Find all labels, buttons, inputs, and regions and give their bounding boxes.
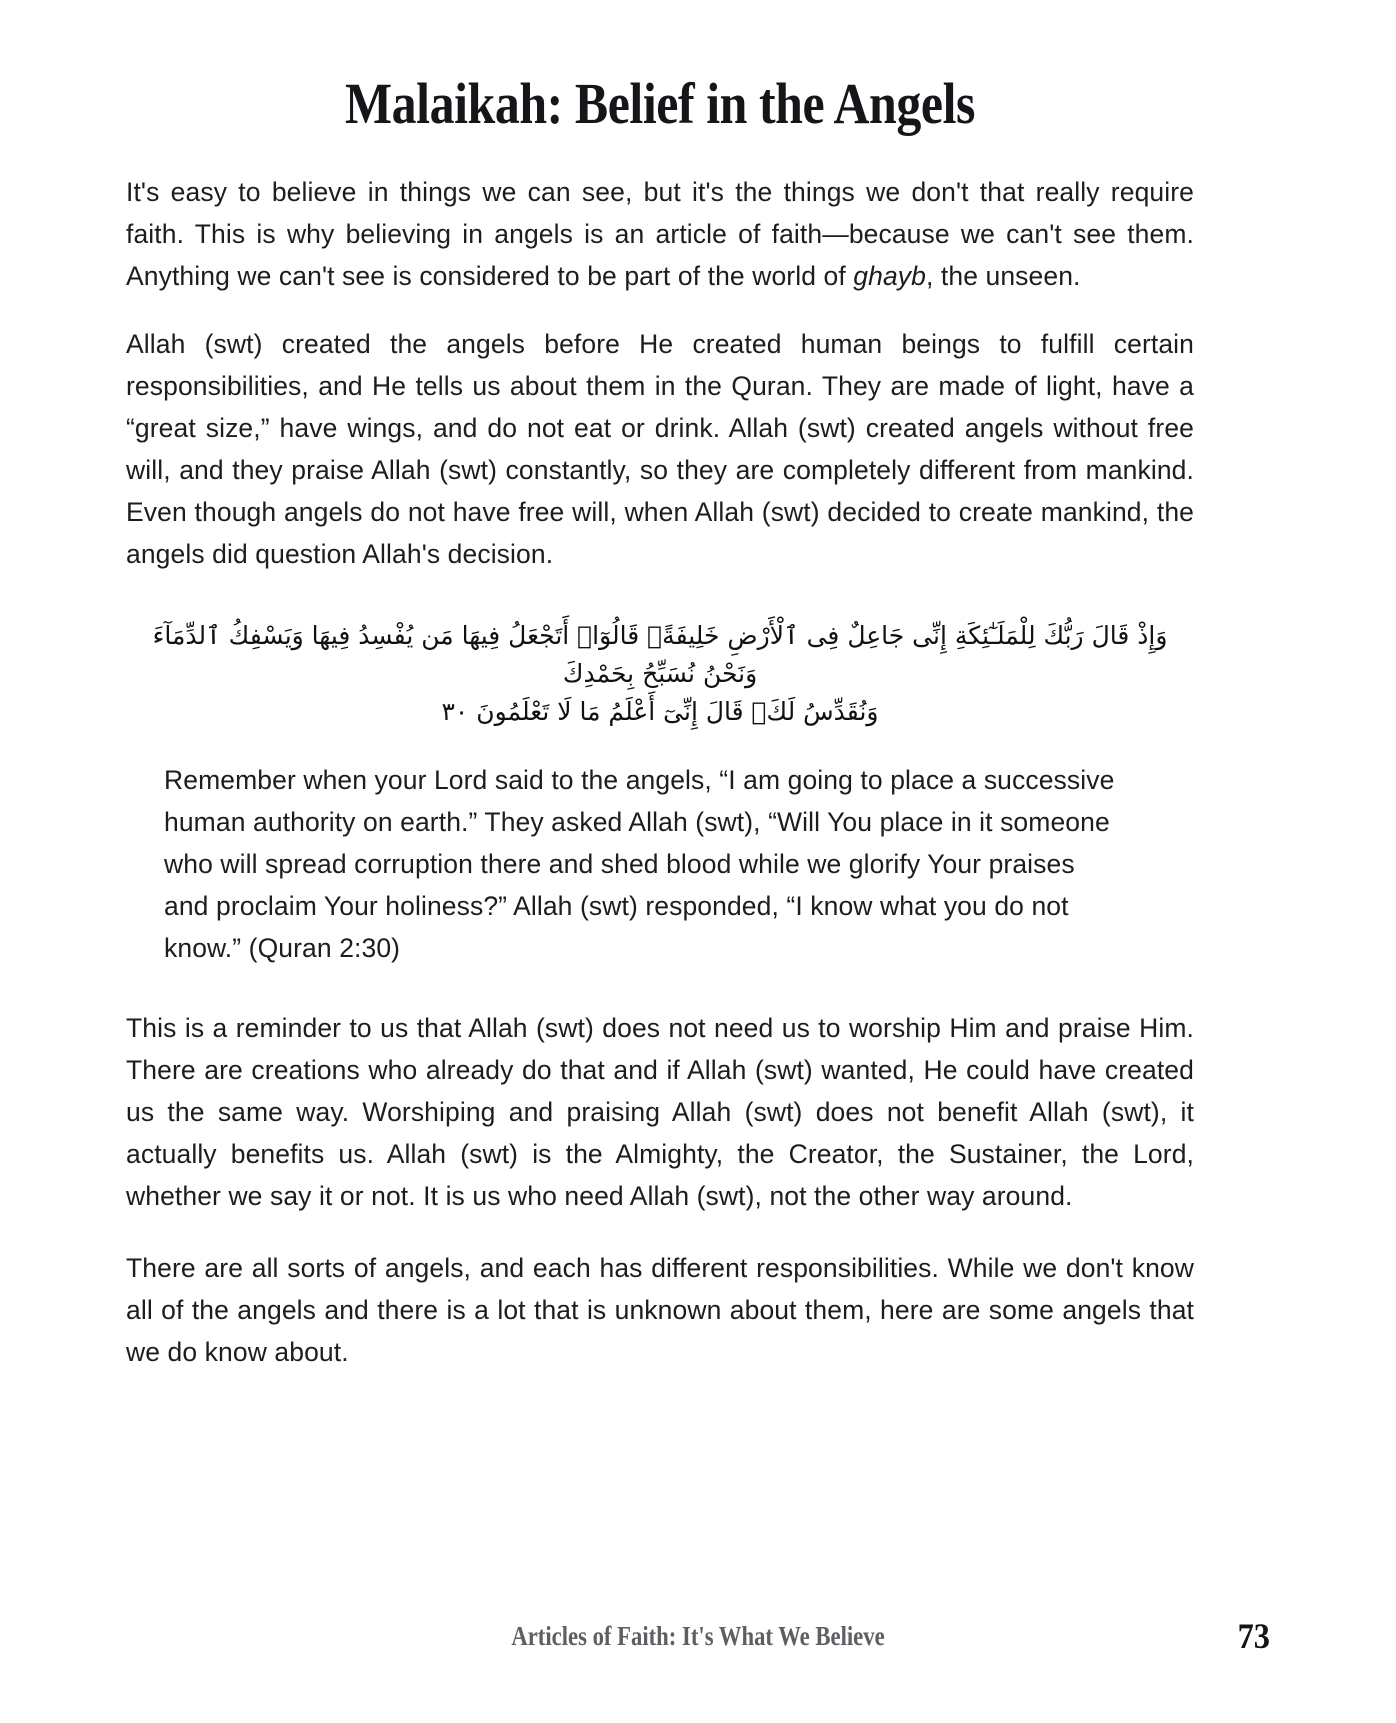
paragraph-sorts-of-angels: There are all sorts of angels, and each has different responsibilities. While we don't know all of the angels and there is a lot that is unknown about them, here are some angels that we do know about. — [126, 1253, 1194, 1367]
page-footer — [126, 1615, 1270, 1661]
paragraph-intro — [126, 171, 1194, 297]
footer-book-title: Articles of Faith: It's What We Believe — [511, 1621, 885, 1651]
footer-page-number: 73 — [1237, 1616, 1270, 1656]
page-title: Malaikah: Belief in the Angels — [344, 71, 976, 136]
italic-term-ghayb: ghayb — [853, 261, 926, 291]
arabic-verse-line-2: وَنُقَدِّسُ لَكَۖ قَالَ إِنِّىٓ أَعْلَمُ مَا لَا تَعْلَمُونَ ٣٠ — [441, 697, 879, 726]
paragraph-angels-creation: Allah (swt) created the angels before He created human beings to fulfill certain responsibilities, and He tells us about them in the Quran. They are made of light, have a “great size,” have wings, and do not eat or drink. Allah (swt) created angels without free will, and they praise Allah (swt) constantly, so they are completely different from mankind. Even though angels do not have free will, when Allah (swt) decided to create mankind, the angels did question Allah's decision. — [126, 329, 1194, 569]
quran-translation-blockquote — [126, 759, 1194, 969]
paragraph-intro-text-after-italic: , the unseen. — [925, 261, 1081, 291]
paragraph-reminder: This is a reminder to us that Allah (swt) does not need us to worship Him and praise Him. There are creations who already do that and if Allah (swt) wanted, He could have created us the same way. Worshiping and praising Allah (swt) does not benefit Allah (swt), it actually benefits us. Allah (swt) is the Almighty, the Creator, the Sustainer, the Lord, whether we say it or not. It is us who need Allah (swt), not the other way around. — [126, 1013, 1194, 1211]
page-content — [126, 0, 1194, 1373]
arabic-quran-verse — [126, 575, 1194, 737]
quran-translation-text: Remember when your Lord said to the angels, “I am going to place a successive human authority on earth.” They asked Allah (swt), “Will You place in it someone who will spread corruption there and shed blood while we glorify Your praises and proclaim Your holiness?” Allah (swt) responded, “I know what you do not know.” (Quran 2:30) — [164, 765, 1115, 963]
paragraph-intro-text-before-italic: It's easy to believe in things we can see, but it's the things we don't that really require faith. This is why believing in angels is an article of faith—because we can't see them. Anything we can't see is considered to be part of the world of — [126, 177, 1194, 291]
arabic-verse-line-1: وَإِذْ قَالَ رَبُّكَ لِلْمَلَـٰٓئِكَةِ إِنِّى جَاعِلٌ فِى ٱلْأَرْضِ خَلِيفَةًۖ قَالُوٓا۟ أَتَجْعَلُ فِيهَا مَن يُفْسِدُ فِيهَا وَيَسْفِكُ ٱلدِّمَآءَ وَنَحْنُ نُسَبِّحُ بِحَمْدِكَ — [152, 621, 1168, 688]
